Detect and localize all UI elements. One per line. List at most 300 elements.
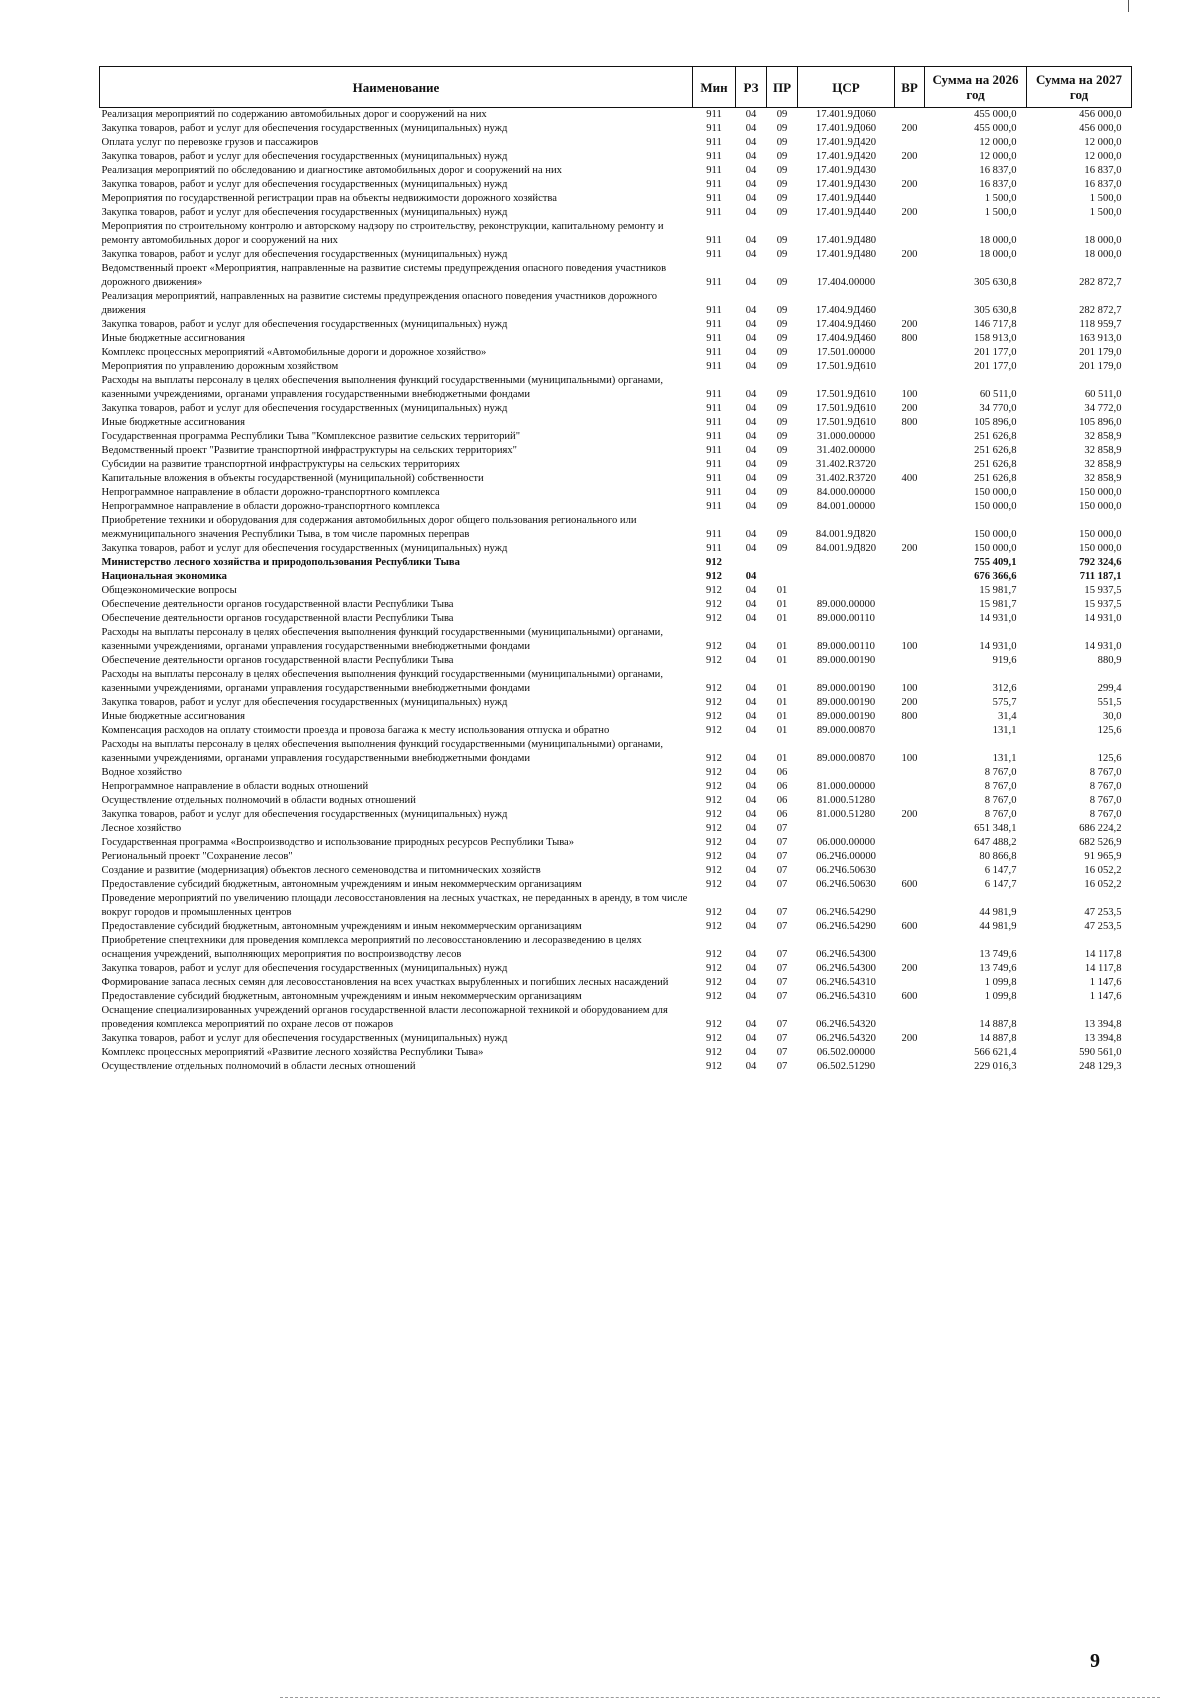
cell-pr: 09 [776,487,788,498]
cell-name: Лесное хозяйство [101,823,182,834]
cell-rz: 04 [745,767,757,778]
cell-pr: 09 [776,403,788,414]
cell-min: 912 [706,809,722,820]
cell-sum-2027: 711 187,1 [1079,571,1122,582]
cell-vr [895,836,925,850]
table-row [100,696,1132,710]
cell-name: Расходы на выплаты персоналу в целях обеспечения выполнения функций государственными (муниципальными) органами, казенными учреждениями, органами управления государственными внебюджетными фондами [101,669,663,694]
cell-pr: 01 [776,585,788,596]
cell-sum-2027: 8 767,0 [1089,781,1122,792]
cell-vr [895,976,925,990]
cell-name: Закупка товаров, работ и услуг для обеспечения государственных (муниципальных) нужд [101,179,508,190]
cell-rz: 04 [745,207,757,218]
cell-vr [895,850,925,864]
cell-sum-2026: 13 749,6 [979,949,1017,960]
cell-sum-2026: 16 837,0 [979,165,1017,176]
cell-sum-2026: 12 000,0 [979,151,1017,162]
cell-sum-2027: 551,5 [1097,697,1122,708]
table-row [100,220,1132,248]
header-pr: ПР [767,67,798,108]
cell-min: 911 [706,543,722,554]
cell-rz: 04 [745,193,757,204]
cell-pr: 07 [776,1033,788,1044]
cell-vr [895,724,925,738]
cell-rz: 04 [745,123,757,134]
cell-sum-2027: 91 965,9 [1084,851,1122,862]
cell-sum-2027: 12 000,0 [1084,151,1122,162]
table-row [100,178,1132,192]
cell-min: 912 [706,641,722,652]
cell-sum-2026: 251 626,8 [974,445,1017,456]
cell-vr: 400 [901,473,918,484]
cell-sum-2027: 1 147,6 [1089,991,1122,1002]
cell-csr: 17.401.9Д060 [815,109,877,120]
cell-name: Реализация мероприятий, направленных на развитие системы предупреждения опасного поведения участников дорожного движения [101,291,658,316]
table-row [100,710,1132,724]
cell-sum-2026: 6 147,7 [984,879,1017,890]
cell-csr: 31.000.00000 [816,431,876,442]
table-row [100,486,1132,500]
cell-min: 911 [706,389,722,400]
cell-vr [895,822,925,836]
cell-vr: 200 [901,207,918,218]
table-row [100,346,1132,360]
table-row [100,1046,1132,1060]
cell-name: Непрограммное направление в области водных отношений [101,781,369,792]
cell-rz: 04 [745,1047,757,1058]
cell-pr: 01 [776,683,788,694]
cell-name: Иные бюджетные ассигнования [101,417,245,428]
cell-name: Субсидии на развитие транспортной инфраструктуры на сельских территориях [101,459,460,470]
cell-name: Оснащение специализированных учреждений органов государственной власти лесопожарной техникой и оборудованием для проведения комплекса мероприятий по охране лесов от пожаров [101,1005,668,1030]
cell-name: Закупка товаров, работ и услуг для обеспечения государственных (муниципальных) нужд [101,249,508,260]
cell-pr: 09 [776,445,788,456]
cell-vr: 200 [901,963,918,974]
table-row [100,738,1132,766]
cell-vr: 200 [901,809,918,820]
cell-pr: 01 [776,753,788,764]
cell-min: 911 [706,179,722,190]
table-row [100,122,1132,136]
cell-min: 912 [706,963,722,974]
cell-vr [895,892,925,920]
table-row [100,248,1132,262]
cell-rz: 04 [745,585,757,596]
cell-csr: 17.401.9Д430 [815,165,877,176]
cell-csr: 89.000.00870 [816,725,876,736]
cell-pr [767,556,798,570]
cell-vr: 100 [901,641,918,652]
cell-name: Государственная программа Республики Тыва "Комплексное развитие сельских территорий" [101,431,521,442]
cell-pr: 07 [776,991,788,1002]
cell-sum-2027: 682 526,9 [1079,837,1122,848]
cell-pr: 07 [776,851,788,862]
header-vr: ВР [895,67,925,108]
cell-min: 911 [706,151,722,162]
cell-name: Приобретение техники и оборудования для содержания автомобильных дорог общего пользования регионального или межмуниципального значения Республики Тыва, в том числе паромных переправ [101,515,637,540]
table-header-row [100,67,1132,108]
cell-sum-2026: 18 000,0 [979,249,1017,260]
cell-min: 912 [706,725,722,736]
cell-rz: 04 [745,613,757,624]
header-rz: РЗ [736,67,767,108]
cell-pr: 09 [776,333,788,344]
cell-csr [798,766,895,780]
cell-csr: 06.2Ч6.54290 [816,921,876,932]
cell-min: 912 [706,1019,722,1030]
cell-pr: 09 [776,249,788,260]
table-row [100,514,1132,542]
cell-csr: 06.2Ч6.50630 [816,865,876,876]
cell-rz: 04 [745,109,757,120]
cell-name: Осуществление отдельных полномочий в области лесных отношений [101,1061,416,1072]
cell-pr: 09 [776,235,788,246]
cell-rz: 04 [745,795,757,806]
cell-csr: 17.401.9Д420 [815,151,877,162]
cell-sum-2027: 792 324,6 [1079,557,1122,568]
cell-pr: 07 [776,907,788,918]
cell-csr: 06.2Ч6.54320 [816,1033,876,1044]
table-row [100,808,1132,822]
cell-name: Формирование запаса лесных семян для лесовосстановления на всех участках вырубленных и погибших лесных насаждений [101,977,669,988]
cell-sum-2026: 105 896,0 [974,417,1017,428]
cell-vr [895,612,925,626]
table-row [100,584,1132,598]
cell-vr [895,794,925,808]
cell-min: 911 [706,319,722,330]
cell-min: 912 [706,585,722,596]
cell-rz: 04 [745,823,757,834]
cell-sum-2026: 44 981,9 [979,907,1017,918]
cell-min: 912 [706,865,722,876]
table-row [100,556,1132,570]
cell-min: 912 [706,613,722,624]
cell-sum-2027: 456 000,0 [1079,123,1122,134]
cell-vr: 200 [901,123,918,134]
cell-sum-2026: 158 913,0 [974,333,1017,344]
cell-name: Закупка товаров, работ и услуг для обеспечения государственных (муниципальных) нужд [101,543,508,554]
cell-min: 912 [706,879,722,890]
cell-rz: 04 [745,683,757,694]
cell-vr [895,136,925,150]
cell-name: Осуществление отдельных полномочий в области водных отношений [101,795,416,806]
cell-csr: 84.000.00000 [816,487,876,498]
cell-name: Предоставление субсидий бюджетным, автономным учреждениям и иным некоммерческим организациям [101,879,582,890]
cell-vr [895,360,925,374]
cell-csr: 06.2Ч6.54310 [816,991,876,1002]
cell-vr [895,1060,925,1074]
cell-rz: 04 [745,1019,757,1030]
cell-sum-2026: 150 000,0 [974,543,1017,554]
cell-rz: 04 [745,165,757,176]
cell-csr: 17.501.9Д610 [815,361,877,372]
cell-min: 912 [706,1033,722,1044]
cell-name: Закупка товаров, работ и услуг для обеспечения государственных (муниципальных) нужд [101,963,508,974]
cell-sum-2027: 125,6 [1097,753,1122,764]
table-row [100,962,1132,976]
table-row [100,598,1132,612]
cell-sum-2026: 150 000,0 [974,501,1017,512]
table-row [100,892,1132,920]
cell-csr: 81.000.51280 [816,809,876,820]
cell-sum-2026: 13 749,6 [979,963,1017,974]
cell-csr: 06.502.51290 [816,1061,876,1072]
cell-sum-2027: 1 500,0 [1089,193,1122,204]
cell-sum-2026: 201 177,0 [974,361,1017,372]
cell-sum-2027: 14 117,8 [1084,963,1122,974]
cell-sum-2026: 651 348,1 [974,823,1017,834]
cell-name: Общеэкономические вопросы [101,585,237,596]
cell-pr: 09 [776,543,788,554]
cell-min: 911 [706,333,722,344]
cell-rz: 04 [745,305,757,316]
cell-pr: 09 [776,193,788,204]
cell-sum-2027: 60 511,0 [1084,389,1122,400]
cell-name: Приобретение спецтехники для проведения комплекса мероприятий по лесовосстановлению и лесоразведению в целях оснащения учреждений, выполняющих мероприятия по воспроизводству лесов [101,935,642,960]
table-row [100,626,1132,654]
cell-pr: 09 [776,361,788,372]
cell-vr: 800 [901,711,918,722]
cell-rz: 04 [745,641,757,652]
cell-csr: 17.401.9Д480 [815,235,877,246]
table-row [100,654,1132,668]
cell-sum-2026: 676 366,6 [974,571,1017,582]
cell-name: Мероприятия по управлению дорожным хозяйством [101,361,339,372]
cell-min: 911 [706,445,722,456]
cell-name: Предоставление субсидий бюджетным, автономным учреждениям и иным некоммерческим организациям [101,921,582,932]
cell-min: 912 [706,907,722,918]
cell-min: 912 [706,781,722,792]
cell-rz: 04 [745,235,757,246]
cell-vr [895,570,925,584]
cell-pr: 01 [776,655,788,666]
cell-sum-2026: 150 000,0 [974,487,1017,498]
cell-sum-2027: 47 253,5 [1084,921,1122,932]
cell-name: Непрограммное направление в области дорожно-транспортного комплекса [101,501,440,512]
cell-pr: 07 [776,977,788,988]
cell-sum-2027: 282 872,7 [1079,305,1122,316]
cell-csr: 06.2Ч6.54320 [816,1019,876,1030]
table-row [100,290,1132,318]
table-body [100,108,1132,1075]
cell-sum-2027: 32 858,9 [1084,431,1122,442]
cell-min: 911 [706,193,722,204]
cell-name: Предоставление субсидий бюджетным, автономным учреждениям и иным некоммерческим организациям [101,991,582,1002]
cell-sum-2027: 118 959,7 [1079,319,1122,330]
cell-rz: 04 [745,949,757,960]
cell-sum-2027: 150 000,0 [1079,543,1122,554]
cell-csr: 17.404.9Д460 [815,333,877,344]
cell-pr: 01 [776,711,788,722]
cell-pr: 01 [776,641,788,652]
cell-sum-2026: 251 626,8 [974,459,1017,470]
cell-rz: 04 [745,1033,757,1044]
cell-sum-2027: 16 052,2 [1084,879,1122,890]
cell-rz: 04 [745,837,757,848]
cell-pr: 07 [776,823,788,834]
cell-sum-2027: 12 000,0 [1084,137,1122,148]
cell-sum-2026: 14 931,0 [979,641,1017,652]
table-row [100,164,1132,178]
table-row [100,136,1132,150]
cell-pr: 09 [776,151,788,162]
cell-vr: 800 [901,417,918,428]
cell-vr: 100 [901,389,918,400]
cell-min: 912 [706,711,722,722]
header-csr: ЦСР [798,67,895,108]
cell-sum-2026: 80 866,8 [979,851,1017,862]
table-row [100,612,1132,626]
cell-csr: 06.2Ч6.54310 [816,977,876,988]
cell-min: 911 [706,431,722,442]
cell-pr: 09 [776,137,788,148]
cell-sum-2026: 566 621,4 [974,1047,1017,1058]
table-row [100,934,1132,962]
cell-csr: 84.001.9Д820 [815,529,877,540]
cell-sum-2027: 1 500,0 [1089,207,1122,218]
cell-min: 912 [706,795,722,806]
table-row [100,990,1132,1004]
cell-min: 911 [706,207,722,218]
cell-min: 912 [706,683,722,694]
cell-rz: 04 [745,977,757,988]
cell-vr [895,500,925,514]
cell-pr: 09 [776,277,788,288]
cell-rz: 04 [745,151,757,162]
cell-vr [895,192,925,206]
cell-vr: 800 [901,333,918,344]
cell-vr [895,220,925,248]
cell-pr: 07 [776,963,788,974]
cell-vr [895,654,925,668]
cell-sum-2027: 32 858,9 [1084,459,1122,470]
cell-pr: 07 [776,865,788,876]
cell-min: 912 [706,977,722,988]
cell-min: 912 [706,1047,722,1058]
cell-sum-2027: 18 000,0 [1084,249,1122,260]
cell-sum-2027: 16 837,0 [1084,165,1122,176]
cell-name: Закупка товаров, работ и услуг для обеспечения государственных (муниципальных) нужд [101,1033,508,1044]
cell-sum-2027: 16 052,2 [1084,865,1122,876]
table-row [100,920,1132,934]
cell-csr [798,584,895,598]
cell-sum-2026: 1 500,0 [984,193,1017,204]
cell-sum-2027: 686 224,2 [1079,823,1122,834]
cell-csr: 31.402.R3720 [815,473,877,484]
cell-vr [895,458,925,472]
cell-vr: 200 [901,179,918,190]
cell-min: 911 [706,123,722,134]
cell-rz: 04 [745,991,757,1002]
cell-sum-2026: 455 000,0 [974,123,1017,134]
cell-min: 911 [706,361,722,372]
cell-pr: 09 [776,459,788,470]
cell-rz: 04 [745,249,757,260]
cell-sum-2026: 305 630,8 [974,305,1017,316]
cell-sum-2027: 8 767,0 [1089,795,1122,806]
cell-sum-2026: 8 767,0 [984,809,1017,820]
cell-min: 911 [706,487,722,498]
cell-csr: 81.000.51280 [816,795,876,806]
table-row [100,1032,1132,1046]
cell-csr: 17.401.9Д060 [815,123,877,134]
cell-rz: 04 [745,445,757,456]
cell-sum-2027: 282 872,7 [1079,277,1122,288]
cell-rz: 04 [745,907,757,918]
cell-csr: 89.000.00190 [816,683,876,694]
cell-rz: 04 [745,501,757,512]
table-row [100,332,1132,346]
cell-csr: 06.2Ч6.00000 [816,851,876,862]
table-row [100,360,1132,374]
cell-pr: 06 [776,767,788,778]
cell-rz: 04 [745,921,757,932]
cell-name: Государственная программа «Воспроизводство и использование природных ресурсов Республики Тыва» [101,837,575,848]
cell-vr: 200 [901,151,918,162]
cell-sum-2027: 16 837,0 [1084,179,1122,190]
cell-name: Министерство лесного хозяйства и природопользования Республики Тыва [101,557,460,568]
cell-rz: 04 [745,879,757,890]
cell-min: 912 [706,1061,722,1072]
cell-min: 911 [706,235,722,246]
cell-sum-2027: 8 767,0 [1089,809,1122,820]
cell-csr: 84.001.9Д820 [815,543,877,554]
cell-sum-2026: 229 016,3 [974,1061,1017,1072]
cell-vr: 600 [901,991,918,1002]
table-row [100,416,1132,430]
cell-csr [798,556,895,570]
cell-sum-2027: 13 394,8 [1084,1019,1122,1030]
table-row [100,864,1132,878]
cell-min: 912 [706,599,722,610]
cell-vr [895,1004,925,1032]
cell-pr: 06 [776,795,788,806]
budget-table [99,66,1132,1074]
cell-sum-2027: 150 000,0 [1079,529,1122,540]
table-row [100,472,1132,486]
cell-sum-2026: 8 767,0 [984,795,1017,806]
cell-csr: 17.401.9Д420 [815,137,877,148]
cell-csr: 06.2Ч6.54290 [816,907,876,918]
cell-rz: 04 [745,459,757,470]
cell-sum-2027: 8 767,0 [1089,767,1122,778]
cell-sum-2026: 146 717,8 [974,319,1017,330]
cell-csr: 31.402.R3720 [815,459,877,470]
cell-name: Иные бюджетные ассигнования [101,333,245,344]
cell-pr: 01 [776,725,788,736]
cell-rz [736,556,767,570]
header-sum-2026: Сумма на 2026 год [925,67,1027,108]
cell-pr: 09 [776,123,788,134]
cell-vr [895,164,925,178]
table-row [100,570,1132,584]
cell-csr: 17.401.9Д440 [815,207,877,218]
cell-sum-2026: 201 177,0 [974,347,1017,358]
cell-sum-2026: 8 767,0 [984,767,1017,778]
cell-name: Закупка товаров, работ и услуг для обеспечения государственных (муниципальных) нужд [101,809,508,820]
table-row [100,668,1132,696]
cell-name: Обеспечение деятельности органов государственной власти Республики Тыва [101,613,454,624]
cell-csr: 89.000.00870 [816,753,876,764]
table-row [100,402,1132,416]
cell-sum-2026: 251 626,8 [974,431,1017,442]
cell-pr: 01 [776,697,788,708]
cell-name: Закупка товаров, работ и услуг для обеспечения государственных (муниципальных) нужд [101,123,508,134]
cell-pr: 09 [776,207,788,218]
cell-min: 911 [706,277,722,288]
cell-min: 911 [706,459,722,470]
table-row [100,458,1132,472]
